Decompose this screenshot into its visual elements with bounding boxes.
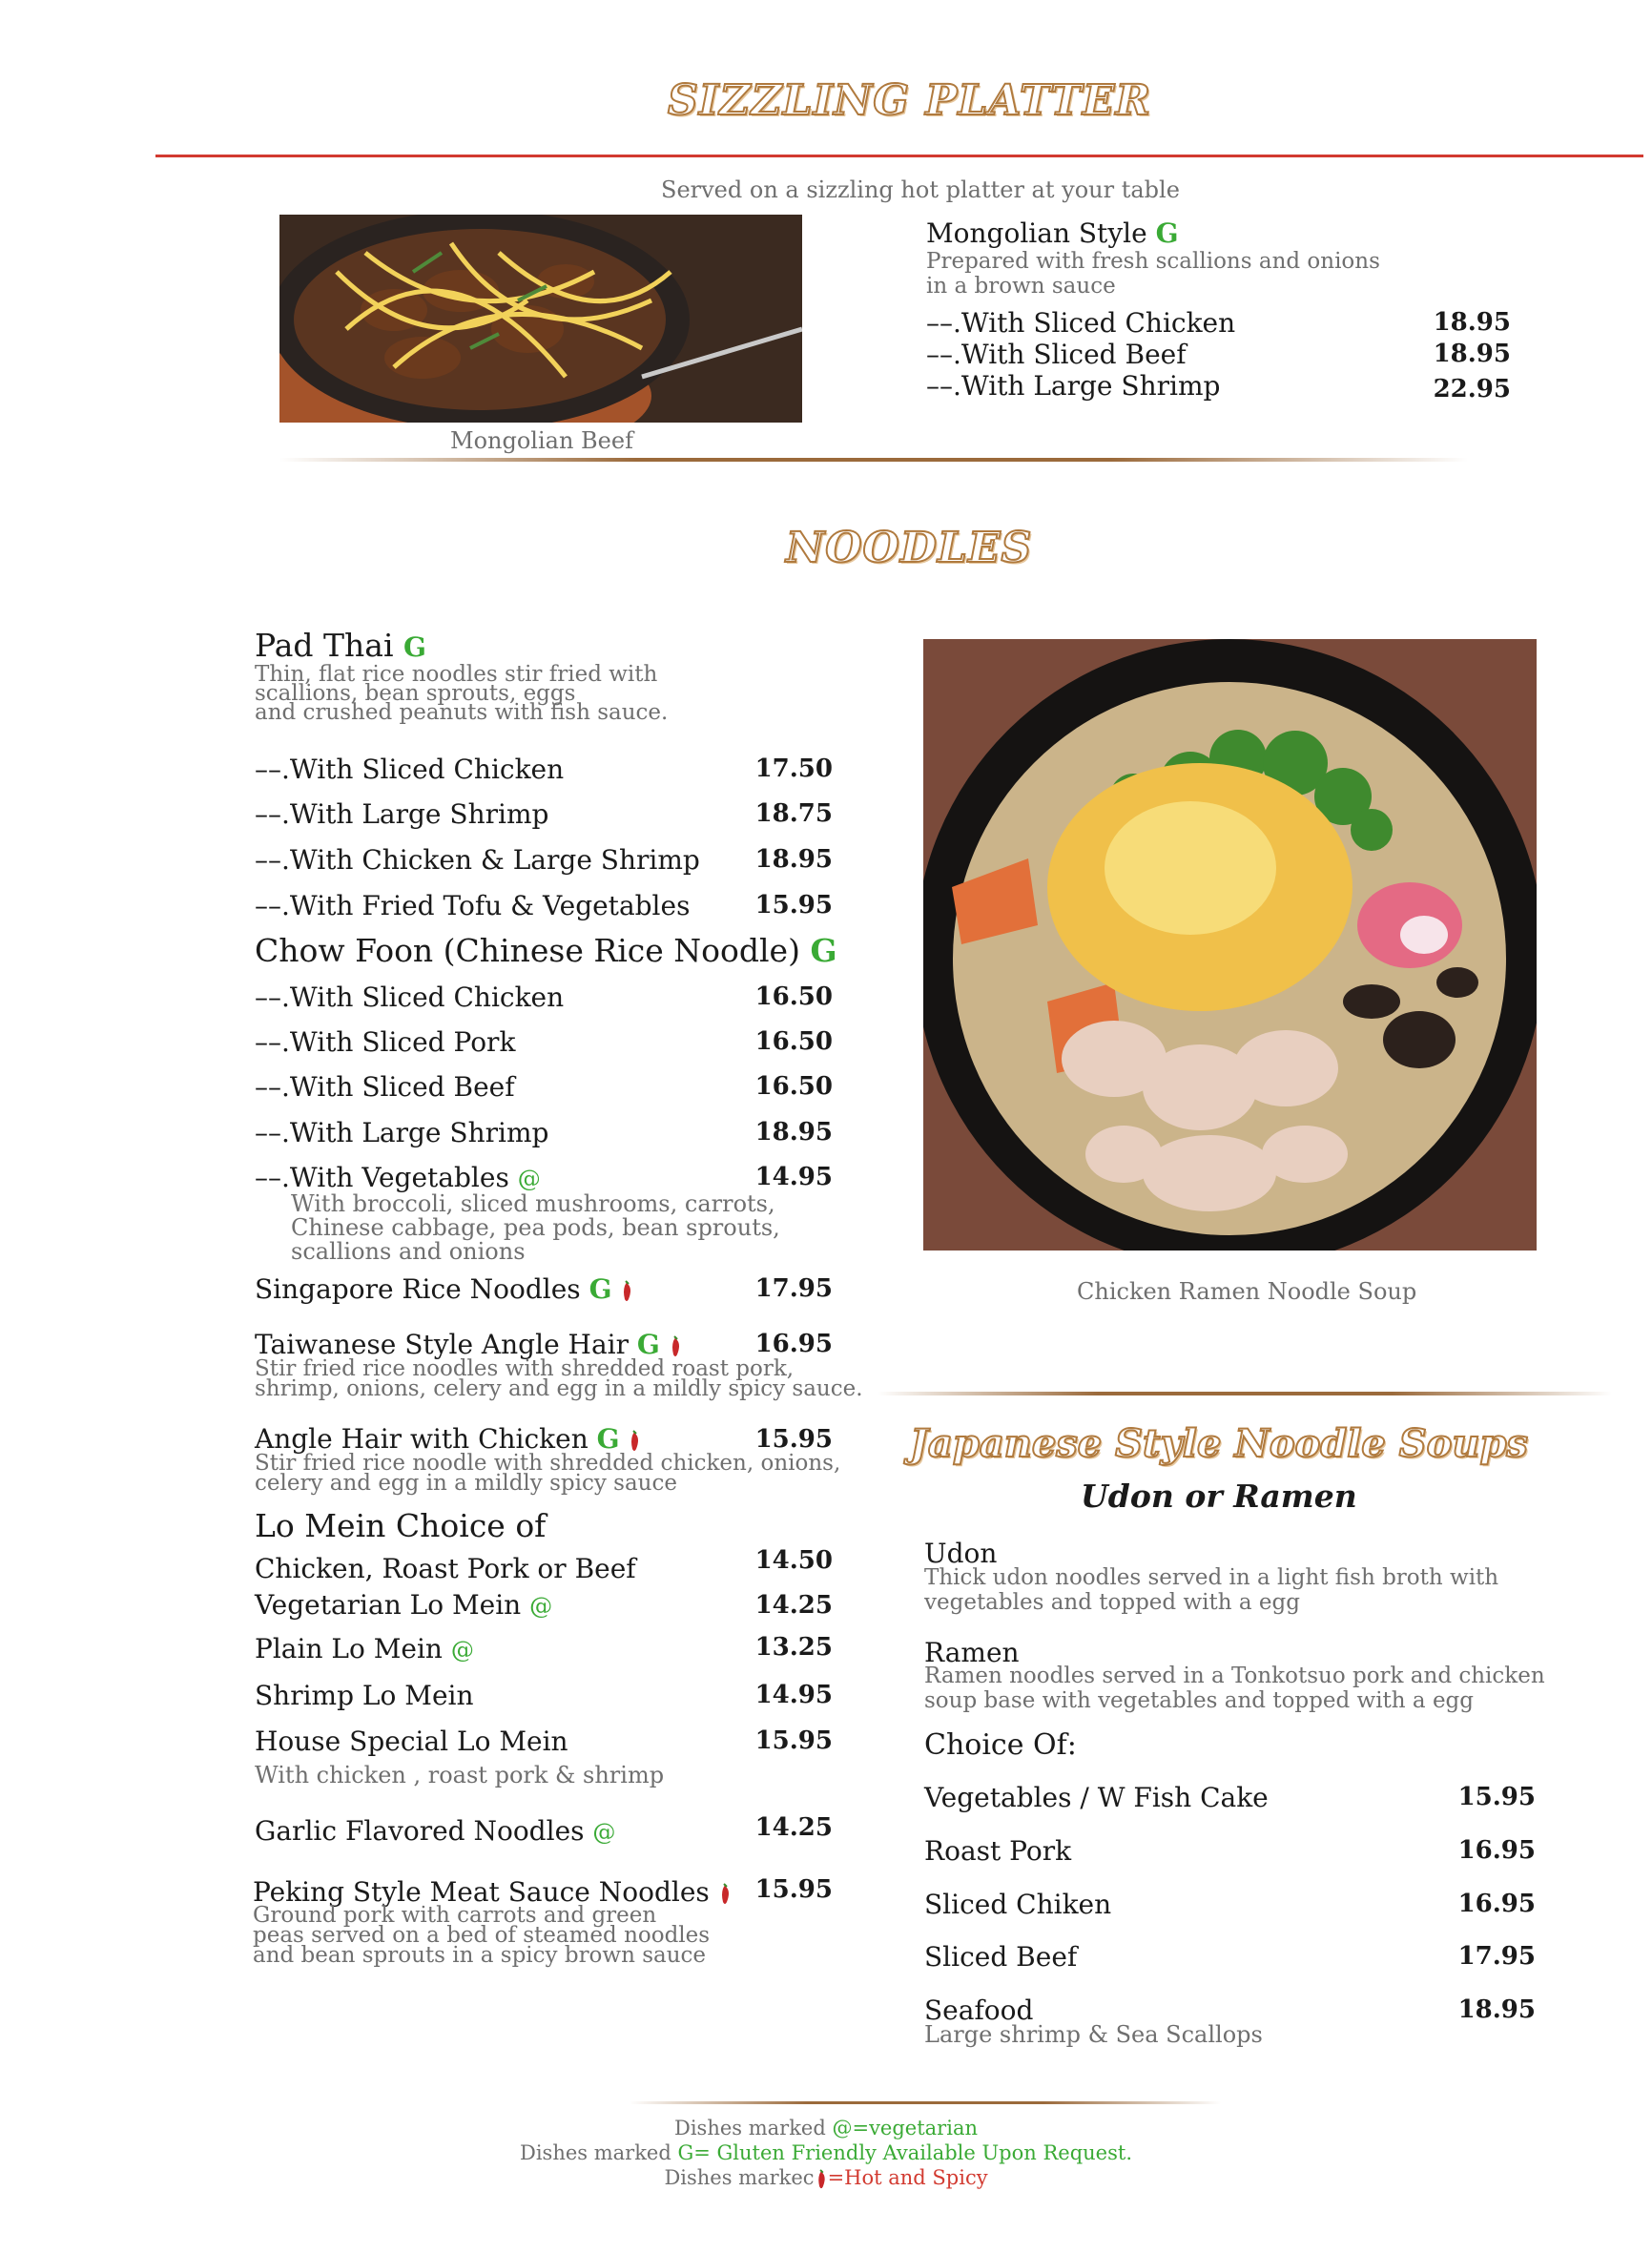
dish-name: Singapore Rice Noodles	[255, 1273, 581, 1305]
dish-name: Shrimp Lo Mein	[255, 1680, 474, 1711]
garlic-noodles-price: 14.25	[754, 1813, 833, 1842]
legend-spicy-text: =Hot and Spicy	[827, 2166, 988, 2189]
japanese-choice-name: Roast Pork	[924, 1835, 1072, 1867]
desc-line: Ramen noodles served in a Tonkotsuo pork and chicken	[924, 1664, 1545, 1688]
chow-foon-option-label: ––.With Sliced Chicken	[255, 982, 565, 1013]
desc-line: Thin, flat rice noodles stir fried with	[255, 662, 658, 687]
desc-line: vegetables and topped with a egg	[924, 1590, 1300, 1615]
sizzling-option-label: ––.With Sliced Chicken	[926, 307, 1236, 339]
sizzling-bottom-rule	[279, 458, 1468, 462]
dish-name: Plain Lo Mein	[255, 1633, 443, 1664]
desc-line: Stir fried rice noodle with shredded chicken, onions,	[255, 1451, 841, 1476]
lo-mein-item	[255, 1589, 552, 1621]
lo-mein-price: 14.95	[754, 1681, 833, 1709]
gluten-tag: G	[810, 932, 837, 969]
desc-line: Thick udon noodles served in a light fish broth with	[924, 1565, 1499, 1590]
desc-line: Chinese cabbage, pea pods, bean sprouts,	[291, 1214, 780, 1241]
singapore-price: 17.95	[754, 1274, 833, 1303]
ramen-soup-caption: Chicken Ramen Noodle Soup	[1077, 1278, 1417, 1305]
chow-foon-name	[255, 932, 837, 969]
gluten-tag: G	[403, 631, 426, 663]
desc-line: With broccoli, sliced mushrooms, carrots,	[291, 1190, 775, 1217]
peking-noodles-desc	[253, 1903, 711, 1968]
legend-veg-text: @=vegetarian	[832, 2117, 978, 2139]
lo-mein-price: 13.25	[754, 1633, 833, 1662]
desc-line: Stir fried rice noodles with shredded roast pork,	[255, 1356, 795, 1381]
japanese-top-rule	[878, 1392, 1612, 1395]
desc-line: soup base with vegetables and topped with a egg	[924, 1688, 1474, 1713]
gluten-tag: G	[589, 1273, 612, 1305]
legend-prefix: Dishes marked	[673, 2117, 833, 2139]
chili-pepper-icon	[718, 1883, 732, 1906]
desc-line: scallions and onions	[291, 1238, 526, 1265]
option-label: ––.With Vegetables	[255, 1162, 509, 1193]
legend-vegetarian	[0, 2116, 1652, 2140]
sizzling-option-price: 18.95	[1433, 340, 1511, 368]
desc-line: in a brown sauce	[926, 274, 1116, 299]
pad-thai-option-label: ––.With Fried Tofu & Vegetables	[255, 890, 691, 921]
vegetarian-tag: @	[592, 1819, 616, 1846]
pad-thai-desc	[255, 662, 669, 725]
chow-foon-option-price: 16.50	[754, 982, 833, 1011]
pad-thai-option-price: 17.50	[754, 754, 833, 783]
sizzling-divider	[155, 155, 1643, 157]
japanese-choice-price: 16.95	[1457, 1836, 1536, 1865]
desc-line: and crushed peanuts with fish sauce.	[255, 700, 669, 725]
taiwanese-price: 16.95	[754, 1330, 833, 1358]
japanese-choice-name: Sliced Beef	[924, 1941, 1078, 1973]
legend-prefix: Dishes markec	[664, 2166, 815, 2189]
sizzling-option-price: 22.95	[1433, 375, 1511, 403]
pad-thai-option-label: ––.With Sliced Chicken	[255, 754, 565, 785]
dish-name: Mongolian Style	[926, 217, 1147, 249]
desc-line: Prepared with fresh scallions and onions	[926, 249, 1380, 274]
dish-name: Taiwanese Style Angle Hair	[255, 1329, 629, 1360]
japanese-subtitle: Udon or Ramen	[1081, 1478, 1357, 1515]
japanese-choice-price: 18.95	[1457, 1995, 1536, 2024]
sizzling-subtitle: Served on a sizzling hot platter at your table	[661, 176, 1180, 203]
desc-line: peas served on a bed of steamed noodles	[253, 1923, 711, 1948]
desc-line: celery and egg in a mildly spicy sauce	[255, 1471, 677, 1496]
chow-foon-option-label: ––.With Large Shrimp	[255, 1117, 549, 1148]
japanese-choice-name: Sliced Chiken	[924, 1889, 1112, 1920]
mongolian-beef-caption: Mongolian Beef	[450, 427, 633, 454]
dish-name: Chicken, Roast Pork or Beef	[255, 1553, 636, 1584]
sizzling-option-label: ––.With Sliced Beef	[926, 339, 1187, 370]
sizzling-option-label: ––.With Large Shrimp	[926, 370, 1221, 402]
chow-foon-option-label: ––.With Sliced Pork	[255, 1026, 516, 1058]
sizzling-option-price: 18.95	[1433, 308, 1511, 337]
ramen-name: Ramen	[924, 1637, 1020, 1668]
chow-foon-option-price: 16.50	[754, 1027, 833, 1056]
desc-line: Ground pork with carrots and green	[253, 1903, 657, 1928]
mongolian-beef-photo	[279, 215, 802, 423]
dish-name: Pad Thai	[255, 627, 394, 664]
dish-name: Vegetarian Lo Mein	[255, 1589, 522, 1621]
dish-name: Peking Style Meat Sauce Noodles	[253, 1876, 710, 1908]
dish-name: Garlic Flavored Noodles	[255, 1815, 585, 1847]
taiwanese-desc	[255, 1356, 863, 1401]
dish-name: Angle Hair with Chicken	[255, 1423, 589, 1455]
vegetarian-tag: @	[517, 1166, 541, 1192]
peking-noodles-price: 15.95	[754, 1875, 833, 1904]
dish-name: Chow Foon (Chinese Rice Noodle)	[255, 932, 800, 969]
japanese-choice-price: 15.95	[1457, 1783, 1536, 1811]
vegetarian-tag: @	[529, 1593, 553, 1620]
gluten-tag: G	[636, 1329, 660, 1360]
mongolian-style-desc	[926, 249, 1380, 299]
sizzling-title: SIZZLING PLATTER	[668, 76, 1152, 125]
udon-desc	[924, 1565, 1498, 1615]
lo-mein-price: 15.95	[754, 1726, 833, 1755]
pad-thai-option-price: 18.95	[754, 845, 833, 874]
noodles-title: NOODLES	[786, 524, 1033, 572]
udon-name: Udon	[924, 1538, 998, 1569]
garlic-noodles-name	[255, 1815, 615, 1847]
chow-foon-option-price: 16.50	[754, 1072, 833, 1101]
dish-name: House Special Lo Mein	[255, 1726, 568, 1757]
lo-mein-item	[255, 1633, 474, 1664]
lo-mein-header: Lo Mein Choice of	[255, 1507, 547, 1544]
pad-thai-option-price: 15.95	[754, 891, 833, 920]
mongolian-style-name	[926, 217, 1178, 249]
chow-foon-veg-desc	[291, 1192, 780, 1264]
pad-thai-option-label: ––.With Large Shrimp	[255, 798, 549, 830]
angle-hair-price: 15.95	[754, 1425, 833, 1454]
legend-gluten-text: G= Gluten Friendly Available Upon Request.	[677, 2141, 1132, 2164]
pad-thai-option-label: ––.With Chicken & Large Shrimp	[255, 844, 700, 876]
angle-hair-desc	[255, 1451, 841, 1496]
legend-spicy	[0, 2165, 1652, 2190]
legend-gluten	[0, 2140, 1652, 2165]
japanese-choice-name: Seafood	[924, 1995, 1034, 2026]
vegetarian-tag: @	[450, 1637, 474, 1664]
desc-line: and bean sprouts in a spicy brown sauce	[253, 1943, 707, 1968]
japanese-choice-name: Vegetables / W Fish Cake	[924, 1782, 1269, 1813]
chili-pepper-icon	[669, 1335, 682, 1358]
japanese-title: Japanese Style Noodle Soups	[910, 1421, 1528, 1466]
chow-foon-option-price: 14.95	[754, 1163, 833, 1191]
chow-foon-option-price: 18.95	[754, 1118, 833, 1147]
pad-thai-option-price: 18.75	[754, 799, 833, 828]
chow-foon-option-label: ––.With Sliced Beef	[255, 1071, 515, 1103]
desc-line: scallions, bean sprouts, eggs	[255, 681, 576, 706]
gluten-tag: G	[596, 1423, 620, 1455]
lo-mein-item	[255, 1553, 636, 1584]
legend-prefix: Dishes marked	[519, 2141, 678, 2164]
lo-mein-item	[255, 1680, 474, 1711]
chow-foon-option-label	[255, 1162, 541, 1193]
chili-pepper-icon	[628, 1430, 641, 1453]
singapore-name	[255, 1273, 633, 1305]
desc-line: shrimp, onions, celery and egg in a mildly spicy sauce.	[255, 1376, 863, 1401]
lo-mein-price: 14.50	[754, 1546, 833, 1575]
choice-header: Choice Of:	[924, 1728, 1077, 1762]
ramen-soup-photo	[923, 639, 1537, 1251]
lo-mein-price: 14.25	[754, 1591, 833, 1620]
legend	[0, 2116, 1652, 2190]
seafood-desc: Large shrimp & Sea Scallops	[924, 2021, 1263, 2048]
house-special-desc: With chicken , roast pork & shrimp	[255, 1762, 665, 1788]
ramen-desc	[924, 1664, 1545, 1713]
legend-top-rule	[630, 2101, 1221, 2104]
pad-thai-name	[255, 627, 426, 664]
japanese-choice-price: 16.95	[1457, 1890, 1536, 1918]
lo-mein-item	[255, 1726, 568, 1757]
chili-pepper-icon	[815, 2169, 828, 2190]
gluten-tag: G	[1155, 217, 1179, 249]
japanese-choice-price: 17.95	[1457, 1942, 1536, 1971]
chili-pepper-icon	[620, 1280, 633, 1303]
